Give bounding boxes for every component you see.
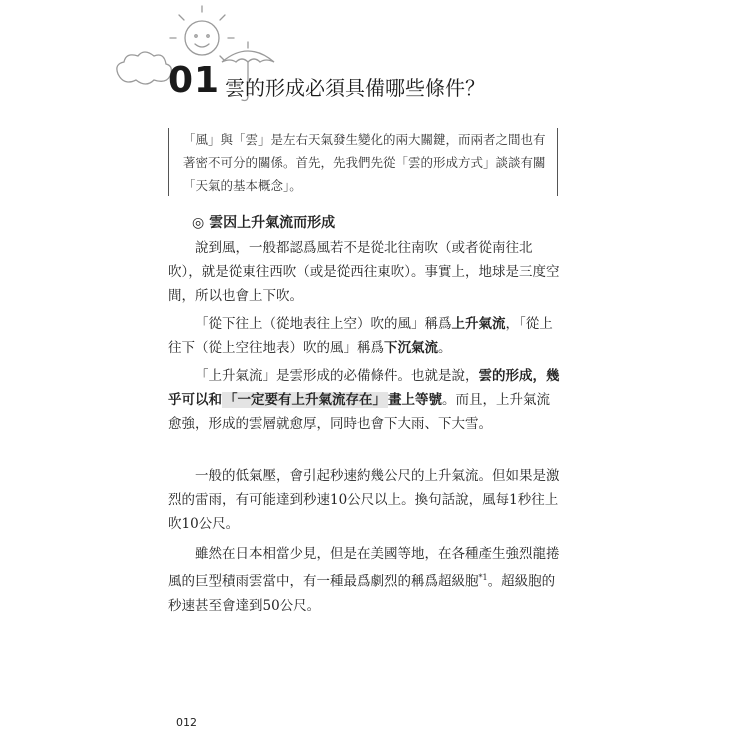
- paragraph-wind-directions: 說到風，一般都認爲風若不是從北往南吹（或者從南往北吹），就是從東往西吹（或是從西往東吹）。事實上，地球是三度空間，所以也會上下吹。: [168, 240, 560, 304]
- paragraph-supercell: [168, 542, 563, 618]
- text-span: 「上升氣流」是雲形成的必備條件。也就是說，: [195, 368, 479, 384]
- text-span: 。超級胞的秒速甚至會達到50公尺。: [168, 573, 556, 614]
- intro-text: 「風」與「雲」是左右天氣發生變化的兩大關鍵，而兩者之間也有著密不可分的關係。首先，先我們先從「雲的形成方式」談談有關「天氣的基本概念」。: [183, 132, 546, 193]
- text-span: 。: [438, 340, 452, 356]
- intro-box: [168, 128, 558, 196]
- text-span: 。而且，上升氣流愈強，形成的雲層就愈厚，同時也會下大雨、下大雪。: [168, 392, 550, 432]
- text-span: 雖然在日本相當少見，但是在美國等地，在各種產生強烈龍捲風的巨型積雨雲當中，有一種最爲劇烈的稱爲超級胞: [168, 546, 560, 590]
- highlight-updraft-required: 「一定要有上升氣流存在」: [224, 392, 386, 408]
- term-updraft: 上升氣流: [451, 316, 506, 332]
- text-span: 「從下往上（從地表往上空）吹的風」稱爲: [195, 316, 452, 332]
- text-span: ，「從上往下（從上空往地表）吹的風」稱爲: [168, 316, 553, 356]
- paragraph-updraft-definition: [168, 312, 563, 360]
- page-number: 012: [176, 716, 197, 729]
- term-downdraft: 下沉氣流: [384, 340, 438, 356]
- chapter-number: 01: [168, 60, 221, 101]
- emphasis-cloud-formation: 雲的形成，幾乎可以和: [168, 368, 560, 408]
- section-heading: ◎ 雲因上升氣流而形成: [192, 215, 336, 231]
- paragraph-cloud-condition: [168, 364, 563, 436]
- footnote-marker: *1: [478, 573, 488, 582]
- chapter-title: 雲的形成必須具備哪些條件？: [225, 76, 485, 100]
- emphasis-equals: 畫上等號: [388, 392, 442, 408]
- paragraph-updraft-speed: 一般的低氣壓，會引起秒速約幾公尺的上升氣流。但如果是激烈的雷雨，有可能達到秒速10公尺以上。換句話說，風每1秒往上吹10公尺。: [168, 468, 560, 532]
